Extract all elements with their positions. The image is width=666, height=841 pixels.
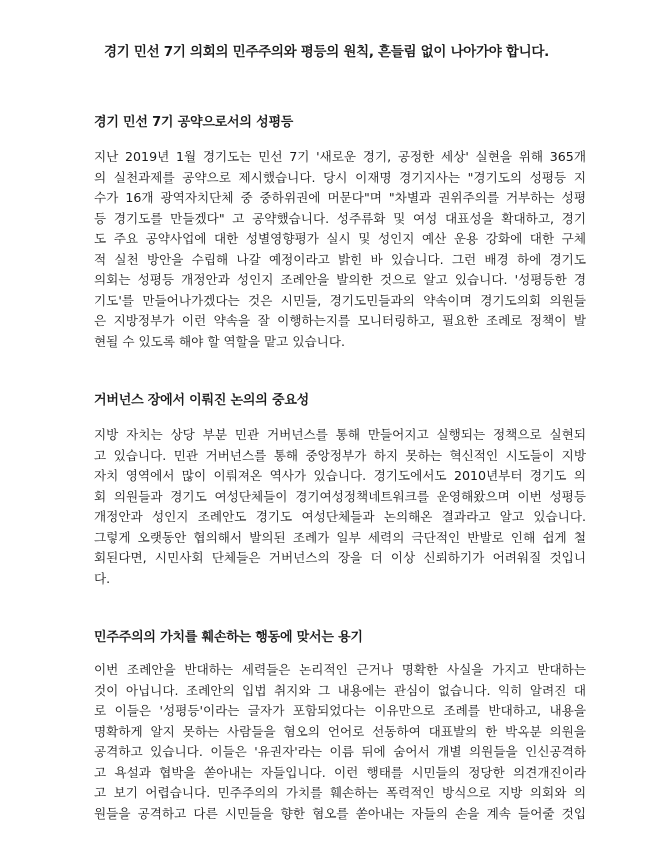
paragraph-line: 고 보기 어렵습니다. 민주주의의 가치를 훼손하는 폭력적인 방식으로 지방 의회와 의 [94, 785, 586, 800]
paragraph-line: 도 주요 공약사업에 대한 성별영향평가 실시 및 성인지 예산 운용 강화에 대한 구체 [94, 231, 586, 246]
section-heading: 거버넌스 장에서 이뤄진 논의의 중요성 [94, 393, 310, 408]
paragraph-line: 의회는 성평등 개정안과 성인지 조례안을 발의한 것으로 알고 있습니다. '성평등한 경 [94, 272, 586, 287]
section-democracy-courage [94, 626, 586, 824]
paragraph-line: 의 실천과제를 공약으로 제시했습니다. 당시 이재명 경기지사는 "경기도의 성평등 지 [94, 169, 586, 185]
paragraph-line: 적 실천 방안을 수립해 나갈 예정이라고 밝힌 바 있습니다. 그런 배경 하에 경기도 [94, 251, 586, 267]
paragraph-line: 다. [94, 570, 111, 586]
paragraph-line: 자치 영역에서 많이 이뤄져온 역사가 있습니다. 경기도에서도 2010년부터 경기도 의 [94, 468, 586, 483]
section-heading: 경기 민선 7기 공약으로서의 성평등 [94, 115, 294, 130]
paragraph-line: 원들을 공격하고 다른 시민들을 향한 혐오를 쏟아내는 자들의 손을 계속 들어줄 것입 [94, 805, 586, 821]
section-gender-equality-pledge [94, 111, 586, 352]
paragraph-line: 등 경기도를 만들겠다" 고 공약했습니다. 성주류화 및 여성 대표성을 확대하고, 경기 [94, 210, 586, 226]
paragraph-line: 로 이들은 '성평등'이라는 글자가 포함되었다는 이유만으로 조례를 반대하고, 내용을 [94, 703, 586, 718]
paragraph-line: 수가 16개 광역자치단체 중 중하위권에 머문다"며 "차별과 권위주의를 거부하는 성평 [94, 190, 586, 205]
paragraph-line: 고 있습니다. 민관 거버넌스를 통해 중앙정부가 하지 못하는 혁신적인 시도들이 지방 [94, 447, 586, 463]
paragraph-line: 그렇게 오랫동안 협의해서 발의된 조례가 일부 세력의 극단적인 반발로 인해 쉽게 철 [94, 529, 586, 545]
paragraph-line: 공격하고 있습니다. 이들은 '유권자'라는 이름 뒤에 숨어서 개별 의원들을 인신공격하 [94, 744, 586, 759]
section-governance-discussion [94, 389, 586, 589]
paragraph-line: 것이 아닙니다. 조례안의 입법 취지와 그 내용에는 관심이 없습니다. 익히 알려진 대 [94, 682, 586, 698]
paragraph-line: 회 의원들과 경기도 여성단체들이 경기여성정책네트워크를 운영해왔으며 이번 성평등 [94, 488, 586, 504]
paragraph-line: 현될 수 있도록 해야 할 역할을 맡고 있습니다. [94, 333, 346, 349]
paragraph-line: 은 지방정부가 이런 약속을 잘 이행하는지를 모니터링하고, 필요한 조례로 정책이 발 [94, 313, 586, 328]
paragraph-line: 기도'를 만들어나가겠다는 것은 시민들, 경기도민들과의 약속이며 경기도의회 의원들 [94, 292, 586, 308]
document-title: 경기 민선 7기 의회의 민주주의와 평등의 원칙, 흔들림 없이 나아가야 합니다. [104, 44, 549, 60]
section-paragraph [94, 660, 586, 824]
paragraph-line: 지난 2019년 1월 경기도는 민선 7기 '새로운 경기, 공정한 세상' 실현을 위해 365개 [94, 149, 586, 164]
section-paragraph [94, 425, 586, 589]
paragraph-line: 이번 조례안을 반대하는 세력들은 논리적인 근거나 명확한 사실을 가지고 반대하는 [94, 662, 586, 677]
paragraph-line: 명확하게 알지 못하는 사람들을 혐오의 언어로 선동하여 대표발의 한 박옥분 의원을 [94, 723, 586, 739]
paragraph-line: 지방 자치는 상당 부분 민관 거버넌스를 통해 만들어지고 실행되는 정책으로 실현되 [94, 427, 586, 442]
document-page [0, 40, 666, 841]
paragraph-line: 고 욕설과 협박을 쏟아내는 자들입니다. 이런 행태를 시민들의 정당한 의견개진이라 [94, 764, 586, 780]
paragraph-line: 회된다면, 시민사회 단체들은 거버넌스의 장을 더 이상 신뢰하기가 어려워질 것입니 [94, 550, 586, 565]
section-paragraph [94, 147, 586, 352]
section-heading: 민주주의의 가치를 훼손하는 행동에 맞서는 용기 [94, 630, 363, 645]
paragraph-line: 개정안과 성인지 조례안도 경기도 여성단체들과 논의해온 결과라고 알고 있습니다. [94, 509, 586, 524]
